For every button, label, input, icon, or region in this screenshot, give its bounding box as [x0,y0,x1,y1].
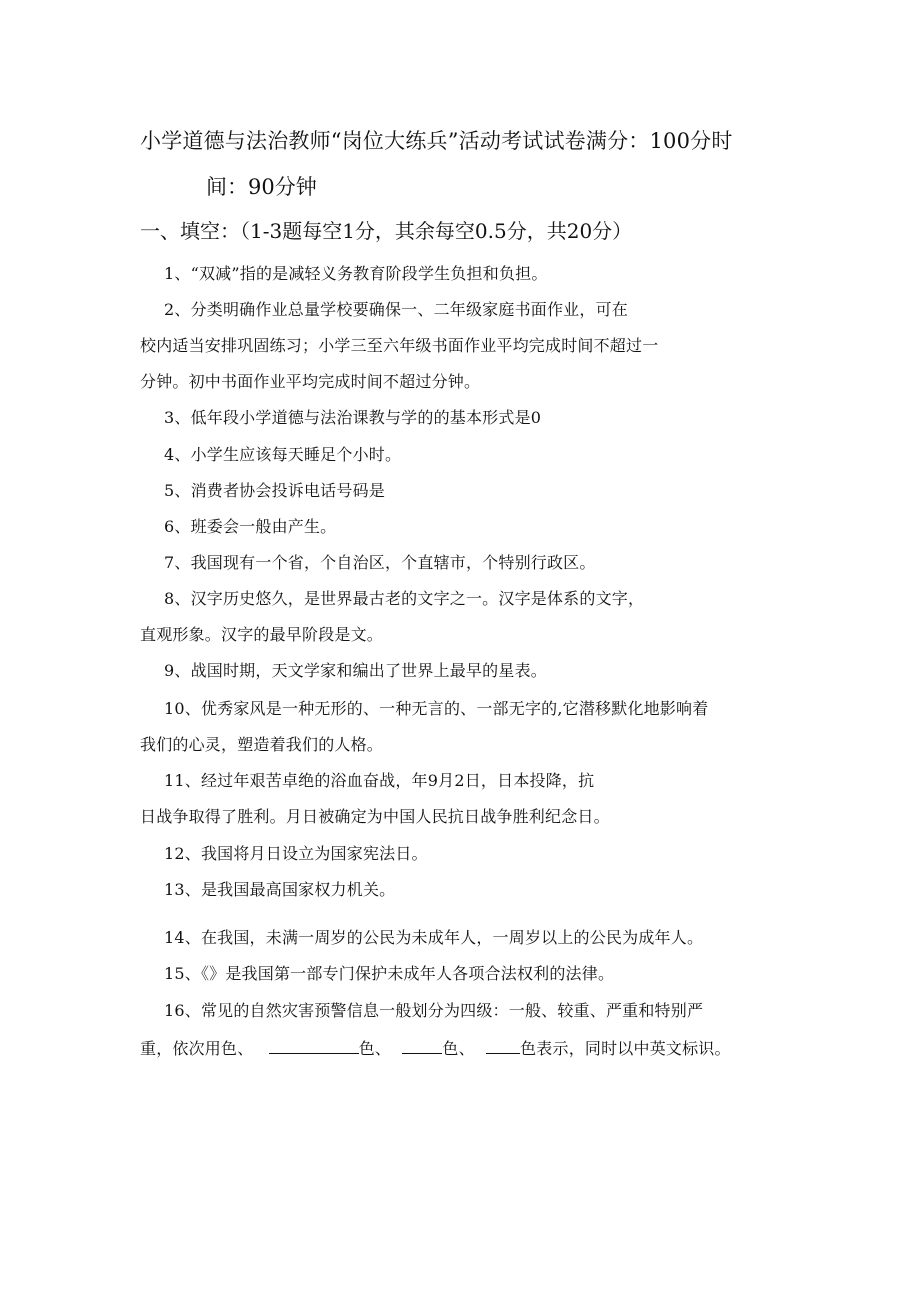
exam-title-line1: 小学道德与法治教师“岗位大练兵”活动考试试卷满分：100分时 [140,129,733,153]
q16-text-part3: 色、 [442,1039,475,1058]
question-14: 14、在我国，未满一周岁的公民为未成年人，一周岁以上的公民为成年人。 [164,928,704,947]
q16-text-part4: 色表示，同时以中英文标识。 [520,1039,731,1058]
question-10-line1: 10、优秀家风是一种无形的、一种无言的、一部无字的,它潜移默化地影响着 [164,699,709,718]
question-1: 1、“双减”指的是减轻义务教育阶段学生负担和负担。 [164,264,548,283]
answer-blank [486,1037,520,1054]
question-2-line3: 分钟。初中书面作业平均完成时间不超过分钟。 [140,372,481,391]
question-5: 5、消费者协会投诉电话号码是 [164,481,385,500]
question-15: 15、《》是我国第一部专门保护未成年人各项合法权利的法律。 [164,964,615,983]
question-11-line2: 日战争取得了胜利。月日被确定为中国人民抗日战争胜利纪念日。 [140,807,610,826]
answer-blank [402,1037,442,1054]
question-11-line1: 11、经过年艰苦卓绝的浴血奋战，年9月2日，日本投降，抗 [164,771,595,790]
question-12: 12、我国将月日设立为国家宪法日。 [164,844,428,863]
answer-blank [269,1037,359,1054]
question-10-line2: 我们的心灵，塑造着我们的人格。 [140,735,384,754]
q16-text-part2: 色、 [358,1039,392,1058]
question-3: 3、低年段小学道德与法治课教与学的的基本形式是0 [164,408,542,427]
question-4: 4、小学生应该每天睡足个小时。 [164,445,402,464]
question-16-line2 [140,1037,731,1061]
question-16-line1: 16、常见的自然灾害预警信息一般划分为四级：一般、较重、严重和特别严 [164,1001,704,1020]
question-2-line2: 校内适当安排巩固练习；小学三至六年级书面作业平均完成时间不超过一 [140,336,659,355]
question-7: 7、我国现有一个省，个自治区，个直辖市，个特别行政区。 [164,553,596,572]
section-heading: 一、填空：（1-3题每空1分，其余每空0.5分，共20分） [140,219,633,243]
question-9: 9、战国时期，天文学家和编出了世界上最早的星表。 [164,661,547,680]
q16-text-part1: 重，依次用色、 [140,1039,254,1058]
question-13: 13、是我国最高国家权力机关。 [164,880,396,899]
question-6: 6、班委会一般由产生。 [164,517,337,536]
question-8-line1: 8、汉字历史悠久，是世界最古老的文字之一。汉字是体系的文字， [164,589,645,608]
question-2-line1: 2、分类明确作业总量学校要确保一、二年级家庭书面作业，可在 [164,300,628,319]
question-8-line2: 直观形象。汉字的最早阶段是文。 [140,625,384,644]
exam-title-line2: 间：90分钟 [206,175,317,199]
